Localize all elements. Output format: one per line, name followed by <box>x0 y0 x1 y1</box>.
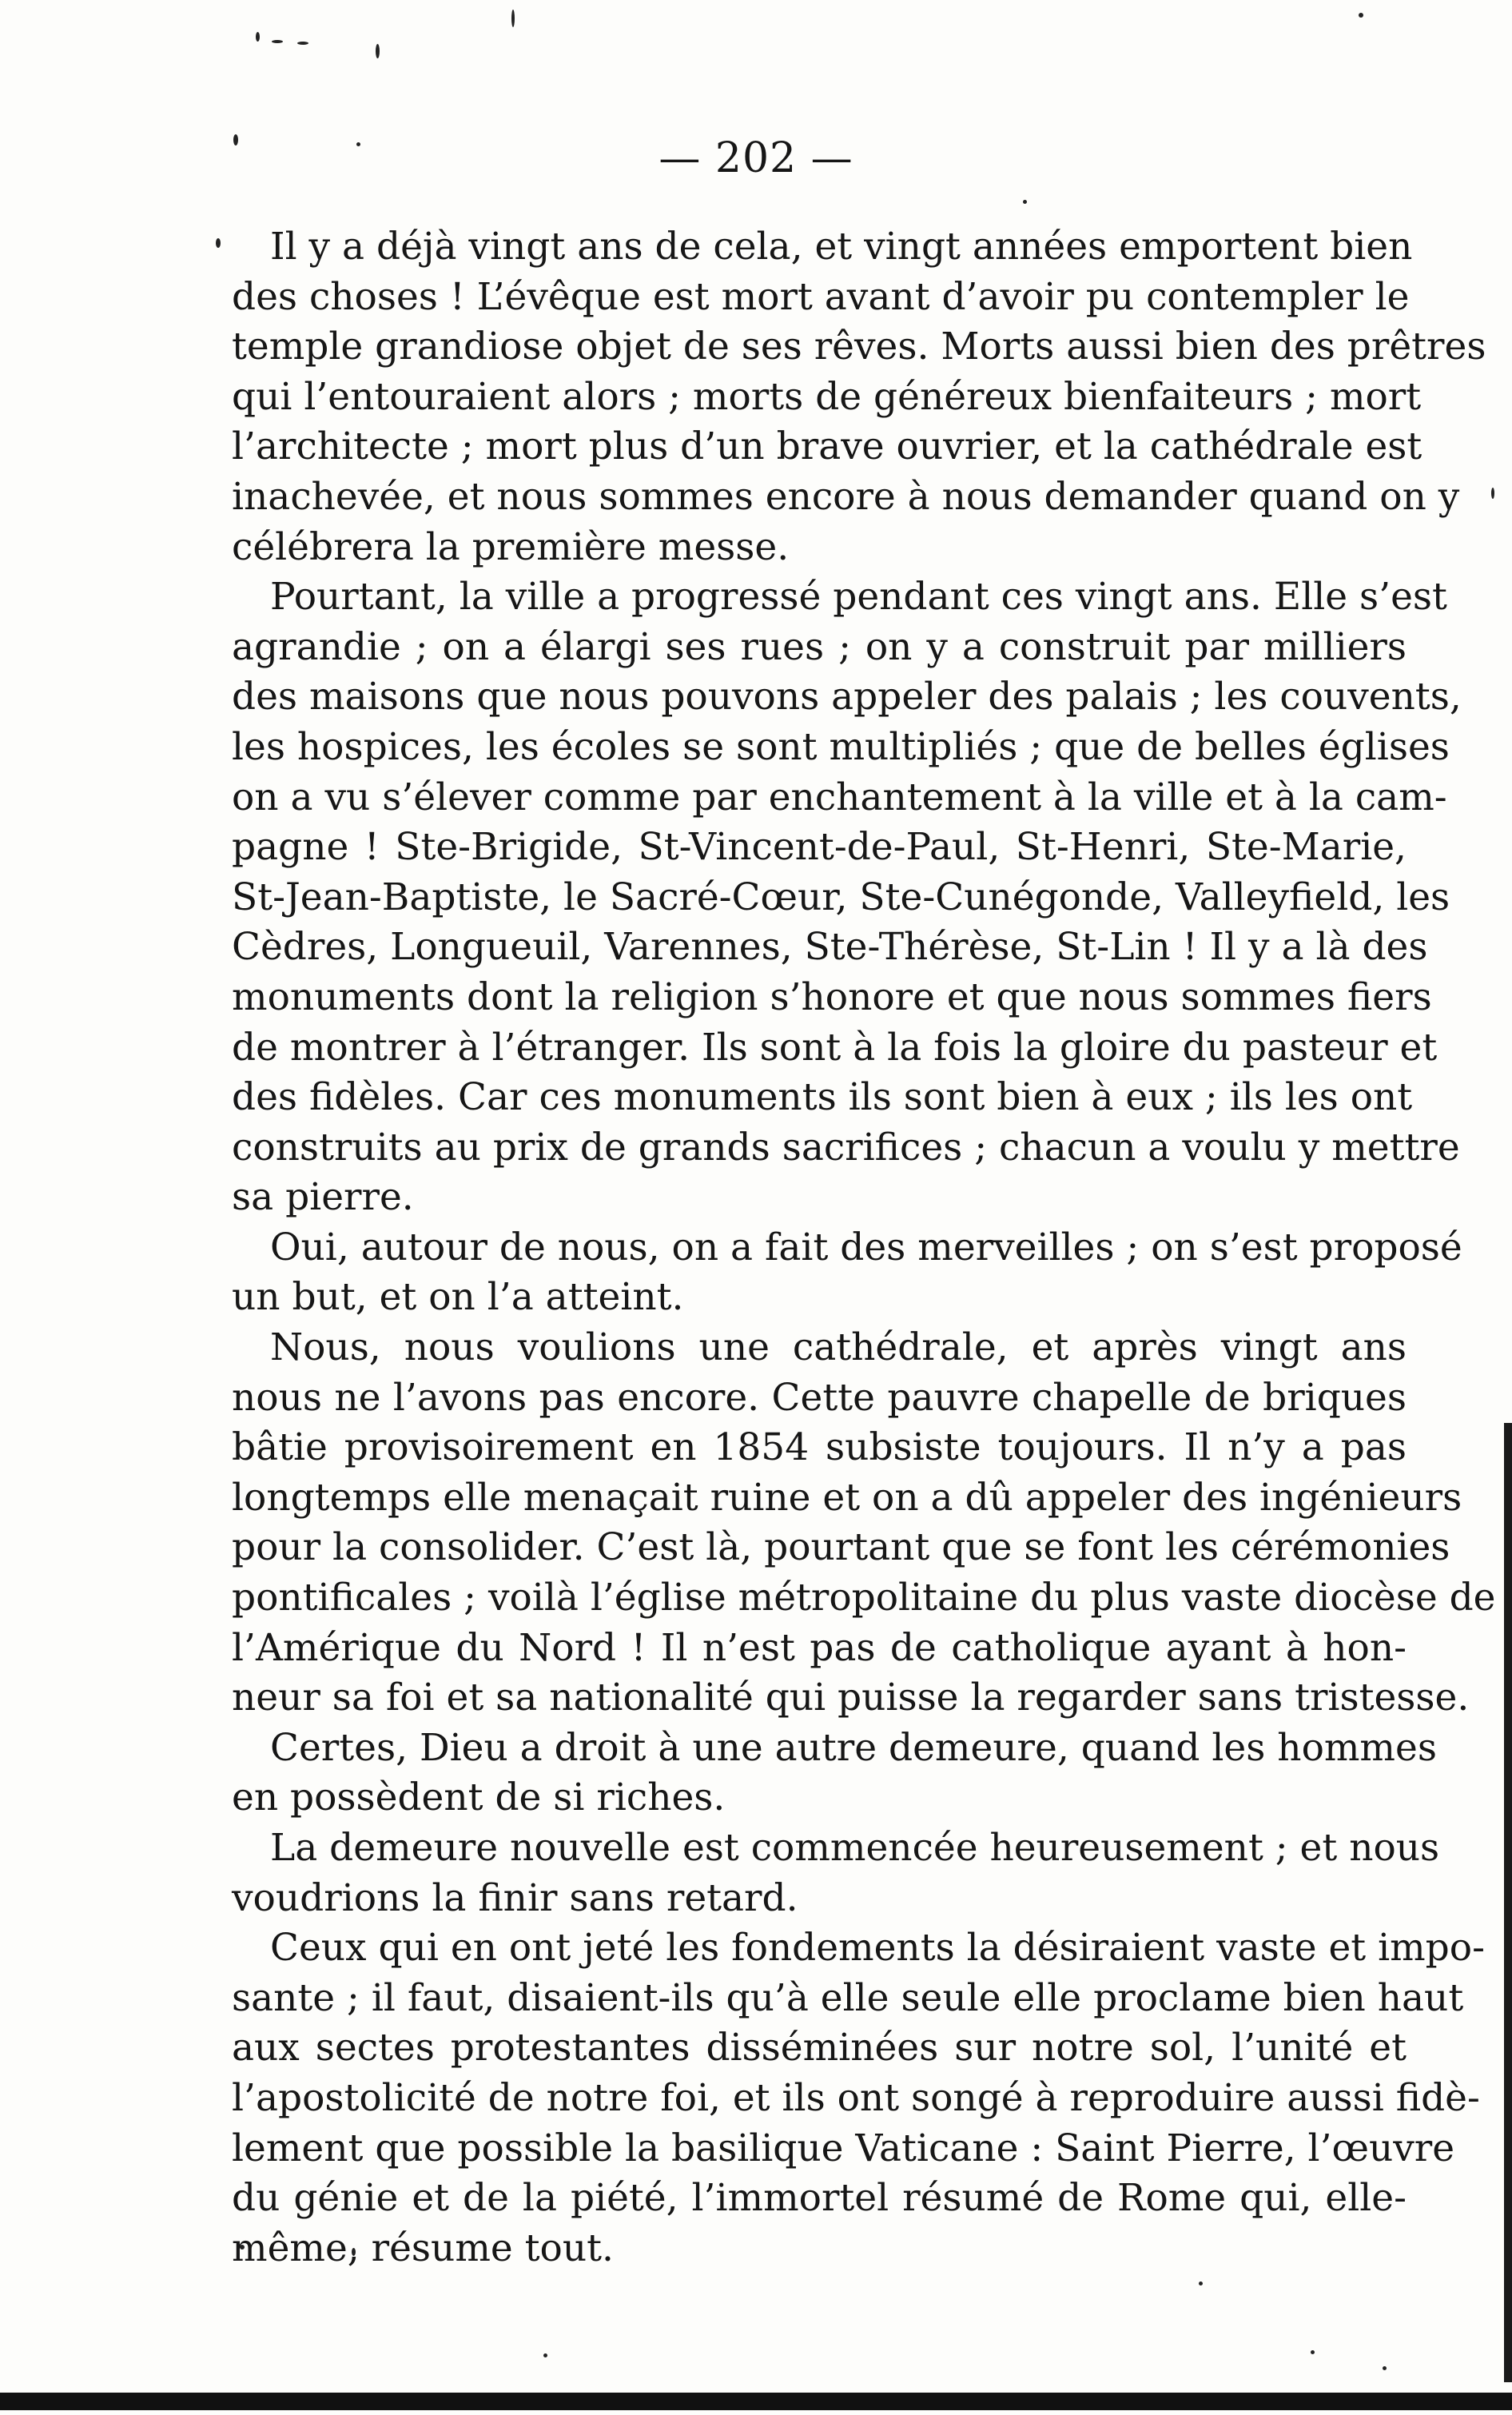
text-line: même, résume tout. <box>232 2226 614 2270</box>
text-line: monuments dont la religion s’honore et que nous sommes fiers <box>232 974 1432 1019</box>
scan-speck <box>1359 13 1363 18</box>
scan-speck <box>1023 200 1027 204</box>
text-line: Pourtant, la ville a progressé pendant ces vingt ans. Elle s’est <box>270 575 1447 620</box>
body-text <box>232 222 1496 2274</box>
text-line: temple grandiose objet de ses rêves. Morts aussi bien des prêtres <box>232 325 1486 369</box>
text-line: des maisons que nous pouvons appeler des palais ; les couvents, <box>232 675 1462 719</box>
text-line: bâtie provisoirement en 1854 subsiste toujours. Il n’y a pas <box>232 1425 1407 1470</box>
text-line: des fidèles. Car ces monuments ils sont bien à eux ; ils les ont <box>232 1075 1413 1120</box>
text-line: un but, et on l’a atteint. <box>232 1275 684 1320</box>
scan-speck <box>256 32 260 42</box>
text-line: pagne ! Ste-Brigide, St-Vincent-de-Paul, St-Henri, Ste-Marie, <box>232 825 1407 870</box>
text-line: Nous, nous voulions une cathédrale, et après vingt ans <box>270 1325 1407 1370</box>
scan-speck <box>1199 2281 1203 2285</box>
scan-speck <box>272 40 283 43</box>
text-line: aux sectes protestantes disséminées sur notre sol, l’unité et <box>232 2026 1407 2070</box>
text-line: La demeure nouvelle est commencée heureusement ; et nous <box>270 1826 1440 1870</box>
text-line: pour la consolider. C’est là, pourtant que se font les cérémonies <box>232 1525 1450 1570</box>
text-line: St-Jean-Baptiste, le Sacré-Cœur, Ste-Cunégonde, Valleyfield, les <box>232 875 1450 919</box>
scan-speck <box>297 42 308 45</box>
text-line: célébrera la première messe. <box>232 524 790 569</box>
text-line: longtemps elle menaçait ruine et on a dû appeler des ingénieurs <box>232 1475 1462 1520</box>
text-line: construits au prix de grands sacrifices ; chacun a voulu y mettre <box>232 1125 1460 1170</box>
text-line: des choses ! L’évêque est mort avant d’avoir pu contempler le <box>232 274 1410 319</box>
text-line: sante ; il faut, disaient-ils qu’à elle seule elle proclame bien haut <box>232 1975 1464 2020</box>
text-line: sa pierre. <box>232 1175 414 1220</box>
text-line: Ceux qui en ont jeté les fondements la désiraient vaste et impo- <box>270 1926 1485 1971</box>
scan-speck <box>1383 2366 1387 2370</box>
scan-bottom-border <box>0 2393 1512 2410</box>
text-line: pontificales ; voilà l’église métropolitaine du plus vaste diocèse de <box>232 1576 1496 1620</box>
text-line: inachevée, et nous sommes encore à nous demander quand on y <box>232 474 1460 519</box>
scan-speck <box>1311 2350 1315 2354</box>
text-line: Cèdres, Longueuil, Varennes, Ste-Thérèse, St-Lin ! Il y a là des <box>232 925 1428 970</box>
text-line: l’Amérique du Nord ! Il n’est pas de catholique ayant à hon- <box>232 1625 1407 1670</box>
text-line: l’architecte ; mort plus d’un brave ouvrier, et la cathédrale est <box>232 424 1422 469</box>
scan-speck <box>216 238 221 248</box>
scan-speck <box>376 44 380 58</box>
text-line: les hospices, les écoles se sont multipliés ; que de belles églises <box>232 724 1450 769</box>
text-line: voudrions la finir sans retard. <box>232 1875 798 1920</box>
text-line: Il y a déjà vingt ans de cela, et vingt années emportent bien <box>270 225 1413 269</box>
scan-edge-shadow <box>1504 1423 1512 2382</box>
text-line: Certes, Dieu a droit à une autre demeure, quand les hommes <box>270 1725 1437 1770</box>
text-line: du génie et de la piété, l’immortel résumé de Rome qui, elle- <box>232 2176 1407 2221</box>
text-line: on a vu s’élever comme par enchantement à la ville et à la cam- <box>232 775 1447 819</box>
text-line: neur sa foi et sa nationalité qui puisse la regarder sans tristesse. <box>232 1676 1470 1720</box>
text-line: en possèdent de si riches. <box>232 1775 726 1820</box>
scan-speck <box>543 2353 547 2357</box>
text-line: agrandie ; on a élargi ses rues ; on y a construit par milliers <box>232 624 1407 669</box>
scan-speck <box>511 10 515 27</box>
text-line: de montrer à l’étranger. Ils sont à la fois la gloire du pasteur et <box>232 1025 1438 1070</box>
text-line: l’apostolicité de notre foi, et ils ont songé à reproduire aussi fidè- <box>232 2075 1480 2120</box>
page-number: — 202 — <box>659 134 853 182</box>
scan-speck <box>1491 488 1494 499</box>
text-line: lement que possible la basilique Vaticane : Saint Pierre, l’œuvre <box>232 2126 1455 2170</box>
text-line: qui l’entouraient alors ; morts de généreux bienfaiteurs ; mort <box>232 374 1422 419</box>
text-line: Oui, autour de nous, on a fait des merveilles ; on s’est proposé <box>270 1225 1462 1269</box>
text-line: nous ne l’avons pas encore. Cette pauvre chapelle de briques <box>232 1375 1407 1420</box>
